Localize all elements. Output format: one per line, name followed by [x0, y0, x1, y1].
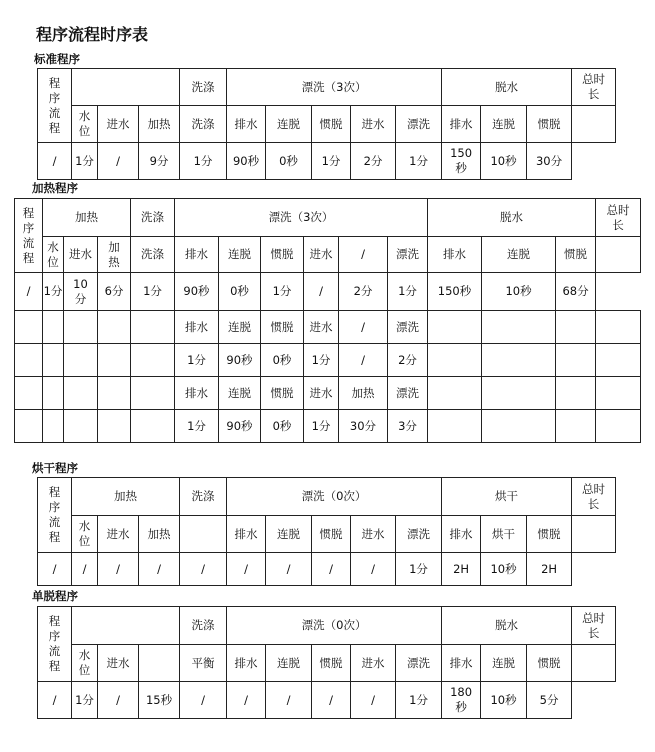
time-cell: / [180, 682, 227, 719]
group-header: 脱水 [442, 607, 572, 645]
step-cell: 惯脱 [527, 645, 572, 682]
step-cell: 排水 [175, 377, 219, 410]
step-cell: 漂洗 [388, 237, 428, 273]
step-cell-empty [572, 106, 616, 143]
time-cell: / [266, 553, 312, 586]
time-cell: 10秒 [481, 143, 527, 180]
empty-cell [43, 344, 64, 377]
time-value: 180秒 [450, 685, 473, 714]
time-cell: / [98, 143, 139, 180]
time-cell: / [312, 682, 351, 719]
group-header: 洗涤 [131, 199, 175, 237]
step-cell: 加热 [339, 377, 388, 410]
step-cell: 加热 [139, 106, 180, 143]
empty-cell [98, 344, 131, 377]
time-cell: / [266, 682, 312, 719]
step-cell: 进水 [98, 106, 139, 143]
step-cell: 连脱 [219, 237, 261, 273]
time-cell: 1分 [131, 273, 175, 311]
time-cell: / [139, 553, 180, 586]
standard-program-table [37, 68, 616, 180]
step-cell: 惯脱 [261, 237, 304, 273]
step-cell: 连脱 [482, 237, 556, 273]
group-header [596, 199, 641, 237]
empty-cell [596, 410, 641, 443]
empty-cell [131, 377, 175, 410]
step-cell: 惯脱 [556, 237, 596, 273]
row-label-cell [15, 199, 43, 273]
time-cell: 90秒 [219, 344, 261, 377]
empty-cell [98, 377, 131, 410]
time-cell: 0秒 [266, 143, 312, 180]
step-label: 水位 [78, 519, 91, 548]
section-title-drying: 烘干程序 [32, 461, 78, 475]
empty-cell [98, 311, 131, 344]
step-cell: 连脱 [266, 645, 312, 682]
step-cell: 惯脱 [261, 377, 304, 410]
time-cell [442, 143, 481, 180]
group-header [572, 69, 616, 106]
time-cell: / [339, 344, 388, 377]
drying-program-table [37, 477, 616, 586]
step-cell: 加热 [139, 516, 180, 553]
group-header-label: 总时长 [606, 202, 630, 232]
step-cell: 进水 [98, 516, 139, 553]
group-header: 洗涤 [180, 69, 227, 106]
time-cell: 2H [442, 553, 481, 586]
empty-cell [482, 410, 556, 443]
time-cell: / [15, 273, 43, 311]
time-cell: 1分 [396, 553, 442, 586]
step-cell: 连脱 [219, 311, 261, 344]
step-cell: 进水 [304, 311, 339, 344]
empty-cell [428, 410, 482, 443]
step-label: 加热 [108, 239, 120, 269]
empty-cell [556, 311, 596, 344]
empty-cell [556, 377, 596, 410]
step-cell: 连脱 [481, 106, 527, 143]
time-cell: 1分 [72, 143, 98, 180]
empty-cell [15, 377, 43, 410]
step-cell: 排水 [175, 311, 219, 344]
step-label: 水位 [78, 648, 91, 677]
empty-cell [131, 344, 175, 377]
step-cell: 进水 [64, 237, 98, 273]
group-header [572, 607, 616, 645]
time-cell: 2H [527, 553, 572, 586]
row-label: 程序流程 [48, 614, 61, 673]
heating-program-table [14, 198, 641, 443]
step-cell: 进水 [351, 516, 396, 553]
time-cell: 2分 [351, 143, 396, 180]
group-header: 加热 [43, 199, 131, 237]
row-label: 程序流程 [48, 75, 61, 135]
empty-cell [64, 377, 98, 410]
step-cell: 排水 [227, 645, 266, 682]
step-cell: 惯脱 [312, 516, 351, 553]
time-cell: 0秒 [261, 410, 304, 443]
empty-cell [98, 410, 131, 443]
group-header-label: 总时长 [582, 481, 606, 511]
time-cell: / [351, 682, 396, 719]
section-title-standard: 标准程序 [34, 52, 80, 66]
time-cell: 3分 [388, 410, 428, 443]
step-cell: 洗涤 [131, 237, 175, 273]
time-cell: 10秒 [481, 682, 527, 719]
group-header [72, 607, 180, 645]
time-cell: 0秒 [261, 344, 304, 377]
time-cell: 1分 [43, 273, 64, 311]
time-cell: 1分 [312, 143, 351, 180]
empty-cell [556, 344, 596, 377]
step-cell: 连脱 [266, 516, 312, 553]
time-cell: / [38, 143, 72, 180]
step-cell: 烘干 [481, 516, 527, 553]
empty-cell [131, 311, 175, 344]
step-cell: 连脱 [266, 106, 312, 143]
empty-cell [428, 344, 482, 377]
row-label: 程序流程 [22, 205, 35, 265]
step-cell: 进水 [304, 237, 339, 273]
time-cell: / [72, 553, 98, 586]
group-header: 脱水 [428, 199, 596, 237]
step-label: 水位 [47, 239, 59, 269]
time-cell: 9分 [139, 143, 180, 180]
step-cell: 排水 [442, 516, 481, 553]
time-cell: / [98, 553, 139, 586]
time-cell: / [351, 553, 396, 586]
time-value: 10分 [73, 276, 88, 306]
group-header: 漂洗（3次） [175, 199, 428, 237]
time-cell: 1分 [388, 273, 428, 311]
time-cell: 90秒 [219, 410, 261, 443]
time-cell: 30分 [339, 410, 388, 443]
empty-cell [64, 410, 98, 443]
time-value: 150秒 [450, 146, 473, 175]
step-cell: 惯脱 [261, 311, 304, 344]
time-cell: 150秒 [428, 273, 482, 311]
empty-cell [428, 377, 482, 410]
group-header-label: 总时长 [582, 610, 606, 640]
empty-cell [43, 311, 64, 344]
step-cell: 漂洗 [388, 377, 428, 410]
step-cell [139, 645, 180, 682]
step-cell: 连脱 [481, 645, 527, 682]
step-cell: / [339, 311, 388, 344]
empty-cell [556, 410, 596, 443]
time-cell: / [98, 682, 139, 719]
time-cell: 1分 [304, 410, 339, 443]
time-cell: / [38, 553, 72, 586]
time-cell: / [227, 553, 266, 586]
empty-cell [596, 311, 641, 344]
step-cell [72, 516, 98, 553]
time-cell [64, 273, 98, 311]
group-header: 洗涤 [180, 478, 227, 516]
row-label-cell [38, 607, 72, 682]
empty-cell [15, 311, 43, 344]
time-cell: / [304, 273, 339, 311]
time-cell: / [180, 553, 227, 586]
step-cell: 排水 [175, 237, 219, 273]
time-cell: 1分 [180, 143, 227, 180]
time-cell: 1分 [175, 410, 219, 443]
empty-cell [428, 311, 482, 344]
step-cell [43, 237, 64, 273]
time-cell: 1分 [72, 682, 98, 719]
empty-cell [482, 344, 556, 377]
time-cell: 1分 [396, 682, 442, 719]
empty-cell [64, 311, 98, 344]
time-cell: 90秒 [175, 273, 219, 311]
step-cell: 排水 [227, 516, 266, 553]
time-cell: 5分 [527, 682, 572, 719]
empty-cell [596, 344, 641, 377]
step-cell: 惯脱 [312, 106, 351, 143]
step-cell: 漂洗 [396, 106, 442, 143]
step-cell: 漂洗 [396, 645, 442, 682]
group-header-label: 总时长 [582, 72, 606, 101]
empty-cell [64, 344, 98, 377]
time-cell: 1分 [175, 344, 219, 377]
step-cell: 惯脱 [527, 516, 572, 553]
time-cell: 2分 [388, 344, 428, 377]
step-cell: 进水 [351, 645, 396, 682]
row-label-cell [38, 478, 72, 553]
time-cell: 0秒 [219, 273, 261, 311]
time-cell: 10秒 [482, 273, 556, 311]
step-cell: 洗涤 [180, 106, 227, 143]
section-title-heating: 加热程序 [32, 181, 78, 195]
step-cell: 排水 [428, 237, 482, 273]
time-cell: / [38, 682, 72, 719]
step-cell: 漂洗 [388, 311, 428, 344]
time-cell: 6分 [98, 273, 131, 311]
step-cell-empty [596, 237, 641, 273]
time-cell: 90秒 [227, 143, 266, 180]
step-cell: 惯脱 [527, 106, 572, 143]
empty-cell [43, 377, 64, 410]
step-cell-empty [572, 645, 616, 682]
time-cell: / [227, 682, 266, 719]
section-title-spin: 单脱程序 [32, 589, 78, 603]
group-header: 漂洗（3次） [227, 69, 442, 106]
row-label: 程序流程 [48, 485, 61, 544]
group-header: 漂洗（0次） [227, 607, 442, 645]
time-cell: 2分 [339, 273, 388, 311]
step-cell [180, 516, 227, 553]
empty-cell [596, 377, 641, 410]
step-cell: 进水 [304, 377, 339, 410]
empty-cell [15, 344, 43, 377]
step-cell: 漂洗 [396, 516, 442, 553]
time-cell: 1分 [396, 143, 442, 180]
step-cell: / [339, 237, 388, 273]
time-cell: 15秒 [139, 682, 180, 719]
step-cell [72, 645, 98, 682]
time-cell: 1分 [304, 344, 339, 377]
group-header [572, 478, 616, 516]
row-label-cell [38, 69, 72, 143]
empty-cell [482, 311, 556, 344]
time-cell: / [312, 553, 351, 586]
time-cell: 30分 [527, 143, 572, 180]
time-cell [442, 682, 481, 719]
step-cell: 惯脱 [312, 645, 351, 682]
step-cell: 排水 [442, 106, 481, 143]
empty-cell [482, 377, 556, 410]
empty-cell [131, 410, 175, 443]
spin-program-table [37, 606, 616, 719]
step-cell-empty [572, 516, 616, 553]
page-title: 程序流程时序表 [36, 25, 149, 44]
step-cell [72, 106, 98, 143]
group-header: 脱水 [442, 69, 572, 106]
group-header: 漂洗（0次） [227, 478, 442, 516]
empty-cell [15, 410, 43, 443]
group-header: 烘干 [442, 478, 572, 516]
empty-cell [43, 410, 64, 443]
step-label: 水位 [78, 109, 91, 138]
step-cell: 排水 [227, 106, 266, 143]
group-header: 洗涤 [180, 607, 227, 645]
time-cell: 10秒 [481, 553, 527, 586]
step-cell: 进水 [98, 645, 139, 682]
step-cell [98, 237, 131, 273]
step-cell: 平衡 [180, 645, 227, 682]
time-cell: 68分 [556, 273, 596, 311]
group-header: 加热 [72, 478, 180, 516]
step-cell: 进水 [351, 106, 396, 143]
step-cell: 排水 [442, 645, 481, 682]
time-cell: 1分 [261, 273, 304, 311]
step-cell: 连脱 [219, 377, 261, 410]
group-header [72, 69, 180, 106]
